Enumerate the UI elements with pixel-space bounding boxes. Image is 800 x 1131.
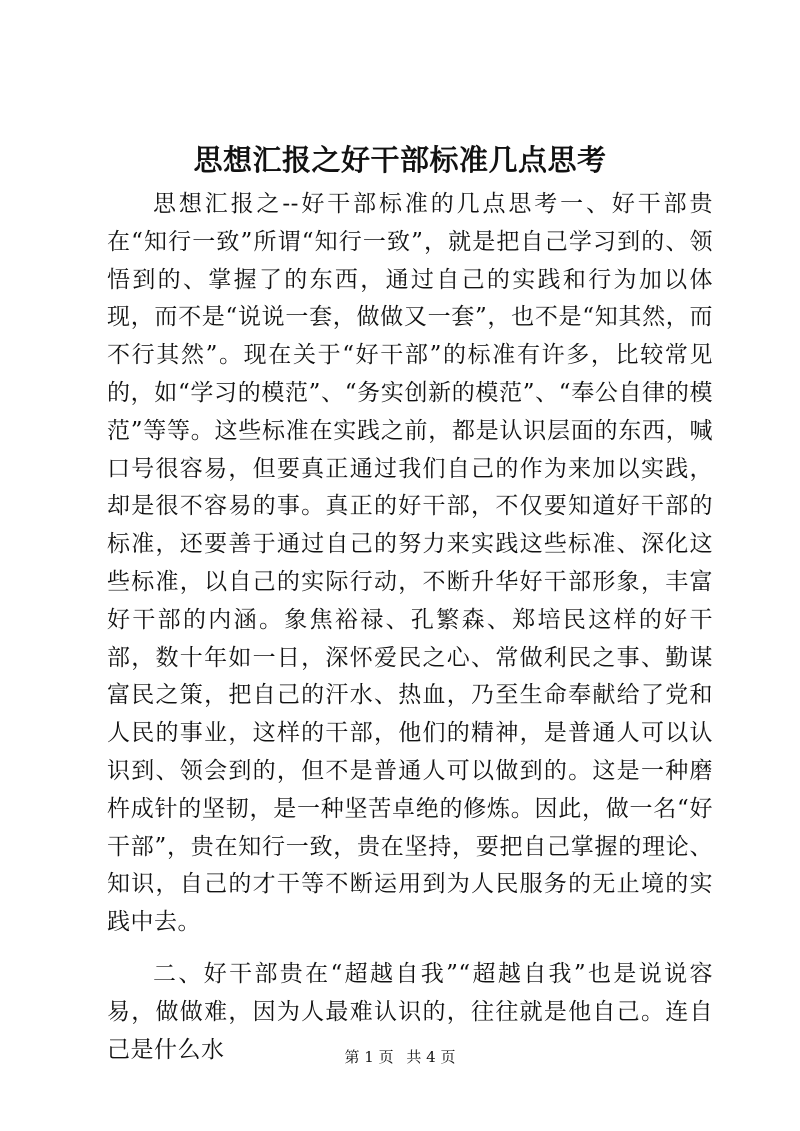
page-number: 第 1 页 bbox=[344, 1048, 394, 1066]
page-footer bbox=[0, 1047, 800, 1067]
document-title: 思想汇报之好干部标准几点思考 bbox=[193, 143, 607, 177]
document-body bbox=[107, 186, 713, 1069]
page-total: 共 4 页 bbox=[406, 1048, 456, 1066]
paragraph-2: 二、好干部贵在“超越自我”“超越自我”也是说说容易，做做难，因为人最难认识的，往往就是他自己。连自己是什么水 bbox=[107, 960, 713, 1063]
paragraph-1: 思想汇报之--好干部标准的几点思考一、好干部贵在“知行一致”所谓“知行一致”，就是把自己学习到的、领悟到的、掌握了的东西，通过自己的实践和行为加以体现，而不是“说说一套，做做又一套”，也不是“知其然，而不行其然”。现在关于“好干部”的标准有许多，比较常见的，如“学习的模范”、“务实创新的模范”、“奉公自律的模范”等等。这些标准在实践之前，都是认识层面的东西，喊口号很容易，但要真正通过我们自己的作为来加以实践，却是很不容易的事。真正的好干部，不仅要知道好干部的标准，还要善于通过自己的努力来实践这些标准、深化这些标准，以自己的实际行动，不断升华好干部形象，丰富好干部的内涵。象焦裕禄、孔繁森、郑培民这样的好干部，数十年如一日，深怀爱民之心、常做利民之事、勤谋富民之策，把自己的汗水、热血，乃至生命奉献给了党和人民的事业，这样的干部，他们的精神，是普通人可以认识到、领会到的，但不是普通人可以做到的。这是一种磨杵成针的坚韧，是一种坚苦卓绝的修炼。因此，做一名“好干部”，贵在知行一致，贵在坚持，要把自己掌握的理论、知识，自己的才干等不断运用到为人民服务的无止境的实践中去。 bbox=[107, 191, 713, 936]
